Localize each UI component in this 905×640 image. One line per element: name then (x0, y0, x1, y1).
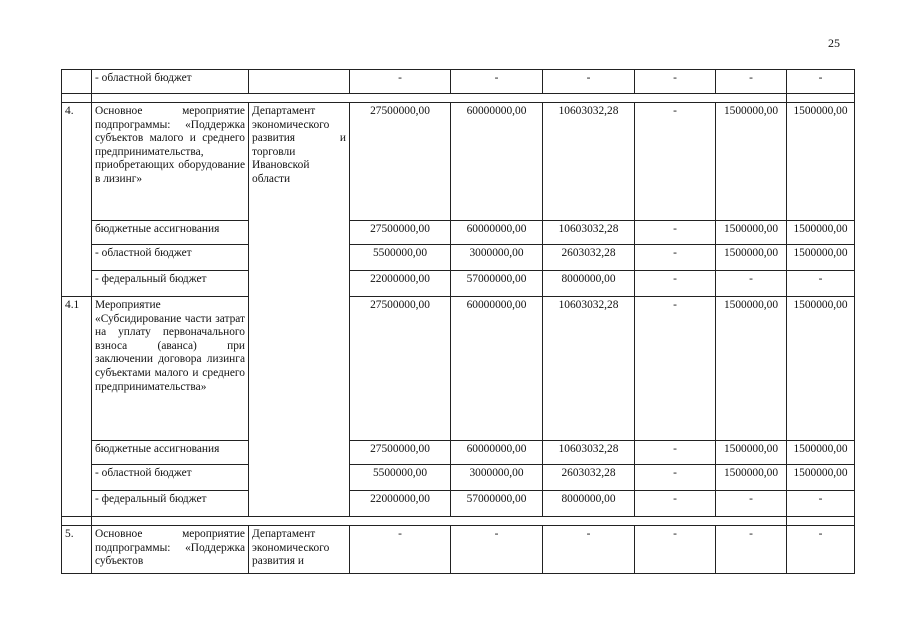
value-cell: 60000000,00 (451, 441, 543, 465)
value-cell: 5500000,00 (350, 465, 451, 491)
table-row (62, 103, 855, 221)
value-cell: 8000000,00 (543, 271, 635, 297)
value-cell: 60000000,00 (451, 297, 543, 441)
table-row (62, 70, 855, 94)
value-cell: - (716, 271, 787, 297)
value-cell: 1500000,00 (787, 245, 855, 271)
index-cell (62, 245, 92, 271)
page-number: 25 (828, 36, 840, 50)
value-cell: - (543, 70, 635, 94)
value-cell: 1500000,00 (787, 465, 855, 491)
department-cell (249, 441, 350, 465)
value-cell: 1500000,00 (716, 245, 787, 271)
row-label: - федеральный бюджет (92, 271, 249, 297)
department-cell (249, 221, 350, 245)
value-cell: - (787, 526, 855, 574)
value-cell: - (635, 245, 716, 271)
value-cell: 1500000,00 (716, 103, 787, 221)
value-cell: 1500000,00 (716, 221, 787, 245)
value-cell: - (451, 526, 543, 574)
value-cell: 1500000,00 (787, 441, 855, 465)
value-cell: 2603032,28 (543, 245, 635, 271)
department-cell (249, 297, 350, 441)
department-cell: Департамент экономического развития и (249, 526, 350, 574)
value-cell: 57000000,00 (451, 271, 543, 297)
row-label: - областной бюджет (92, 70, 249, 94)
value-cell: 10603032,28 (543, 221, 635, 245)
department-cell (249, 465, 350, 491)
index-cell (62, 70, 92, 94)
department-cell (249, 245, 350, 271)
row-label: - федеральный бюджет (92, 491, 249, 517)
value-cell: 2603032,28 (543, 465, 635, 491)
value-cell: - (635, 271, 716, 297)
value-cell: 10603032,28 (543, 441, 635, 465)
department-cell (249, 70, 350, 94)
table-row (62, 526, 855, 574)
value-cell: - (543, 526, 635, 574)
index-cell (62, 441, 92, 465)
value-cell: 60000000,00 (451, 103, 543, 221)
row-label: - областной бюджет (92, 245, 249, 271)
row-label: бюджетные ассигнования (92, 221, 249, 245)
table-row (62, 491, 855, 517)
table-row (62, 245, 855, 271)
value-cell: - (451, 70, 543, 94)
activity-title: Основное мероприятие подпрограммы: «Поддержка субъектов малого и среднего предпринимательства, приобретающих оборудование в лизинг» (92, 103, 249, 221)
value-cell: - (635, 465, 716, 491)
budget-table (61, 69, 855, 574)
value-cell: 1500000,00 (787, 297, 855, 441)
row-label: бюджетные ассигнования (92, 441, 249, 465)
row-separator (62, 517, 855, 526)
value-cell: 27500000,00 (350, 441, 451, 465)
value-cell: - (635, 491, 716, 517)
value-cell: - (350, 70, 451, 94)
department-cell (249, 491, 350, 517)
value-cell: 10603032,28 (543, 103, 635, 221)
activity-title: Мероприятие «Субсидирование части затрат на уплату первоначального взноса (аванса) при заключении договора лизинга субъектами малого и среднего предпринимательства» (92, 297, 249, 441)
value-cell: - (787, 271, 855, 297)
value-cell: - (635, 70, 716, 94)
value-cell: - (635, 441, 716, 465)
value-cell: - (716, 491, 787, 517)
index-cell (62, 271, 92, 297)
value-cell: 1500000,00 (787, 103, 855, 221)
table-row (62, 271, 855, 297)
value-cell: 1500000,00 (716, 441, 787, 465)
row-index: 4.1 (62, 297, 92, 441)
row-index: 5. (62, 526, 92, 574)
table-row (62, 221, 855, 245)
value-cell: 27500000,00 (350, 297, 451, 441)
value-cell: 22000000,00 (350, 271, 451, 297)
value-cell: - (635, 526, 716, 574)
table-row (62, 297, 855, 441)
value-cell: 1500000,00 (787, 221, 855, 245)
value-cell: - (635, 221, 716, 245)
value-cell: 5500000,00 (350, 245, 451, 271)
value-cell: - (635, 103, 716, 221)
value-cell: 3000000,00 (451, 245, 543, 271)
value-cell: - (787, 70, 855, 94)
value-cell: 3000000,00 (451, 465, 543, 491)
value-cell: 60000000,00 (451, 221, 543, 245)
value-cell: - (716, 70, 787, 94)
value-cell: 8000000,00 (543, 491, 635, 517)
index-cell (62, 491, 92, 517)
value-cell: 27500000,00 (350, 221, 451, 245)
index-cell (62, 221, 92, 245)
table-row (62, 441, 855, 465)
row-label: - областной бюджет (92, 465, 249, 491)
value-cell: 1500000,00 (716, 297, 787, 441)
value-cell: 27500000,00 (350, 103, 451, 221)
value-cell: 1500000,00 (716, 465, 787, 491)
row-separator (62, 94, 855, 103)
department-cell (249, 271, 350, 297)
value-cell: - (350, 526, 451, 574)
value-cell: - (716, 526, 787, 574)
index-cell (62, 465, 92, 491)
row-index: 4. (62, 103, 92, 221)
activity-title: Основное мероприятие подпрограммы: «Поддержка субъектов (92, 526, 249, 574)
value-cell: 57000000,00 (451, 491, 543, 517)
value-cell: - (787, 491, 855, 517)
department-cell: Департамент экономического развития и торговли Ивановской области (249, 103, 350, 221)
value-cell: 10603032,28 (543, 297, 635, 441)
table-row (62, 465, 855, 491)
value-cell: - (635, 297, 716, 441)
value-cell: 22000000,00 (350, 491, 451, 517)
